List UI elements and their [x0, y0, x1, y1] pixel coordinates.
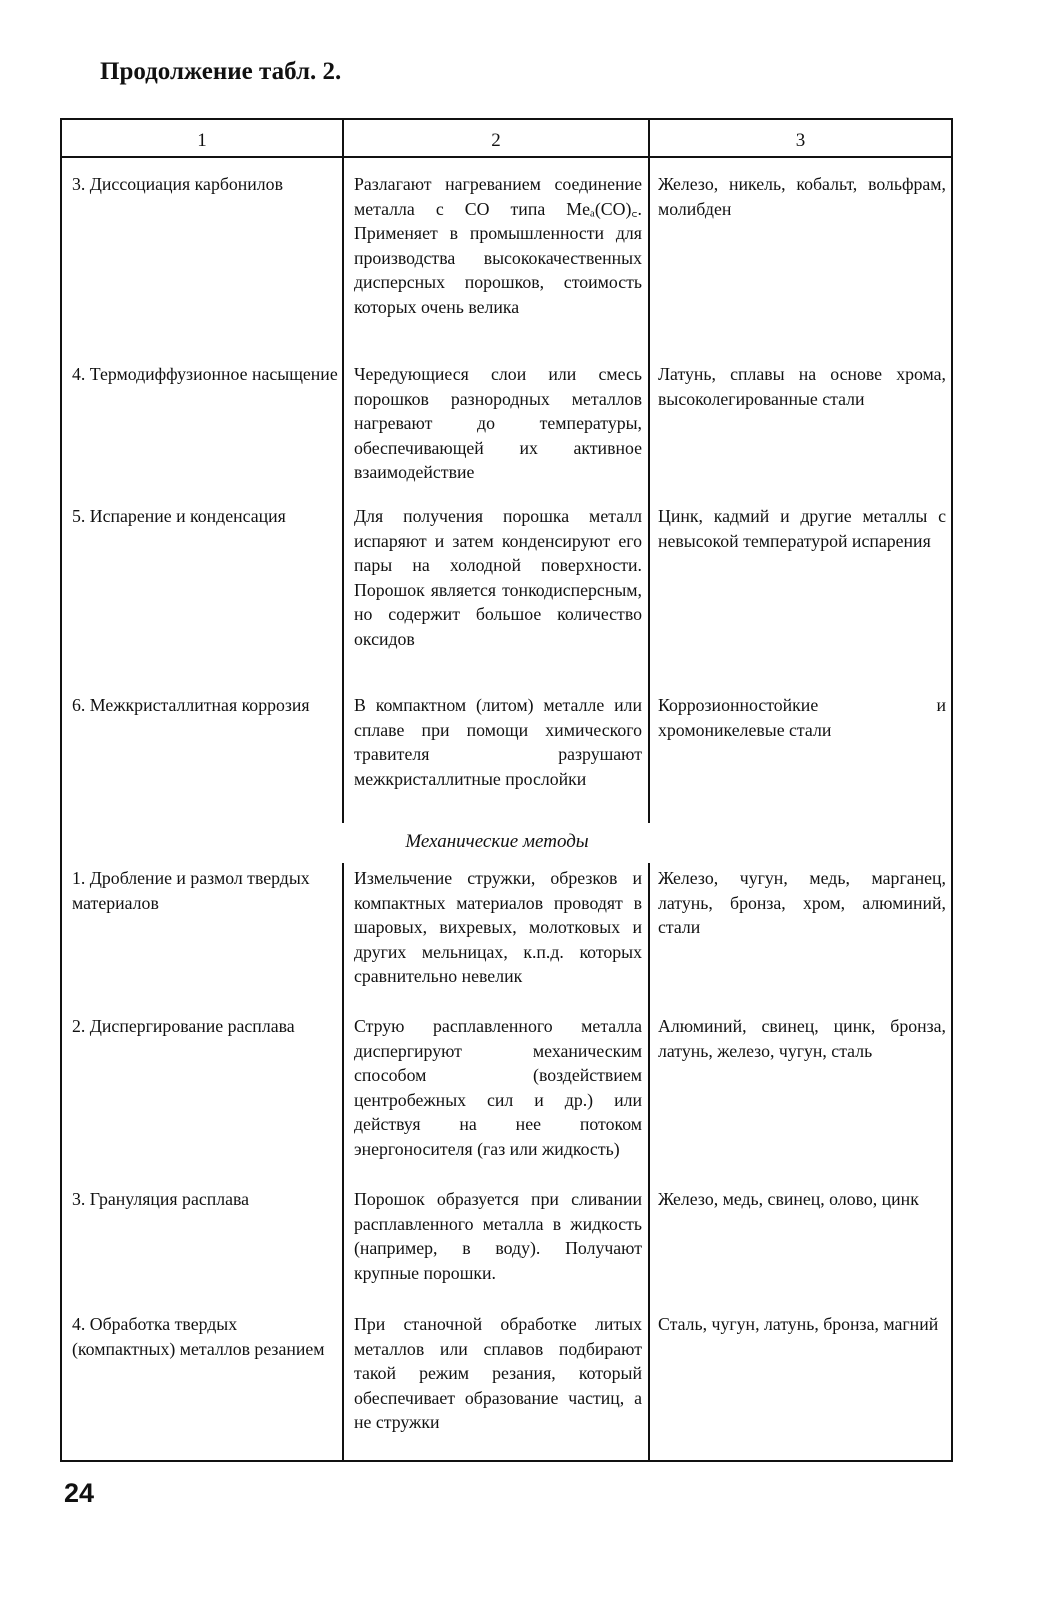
row-5-materials: Железо, чугун, медь, марганец, латунь, бронза, хром, алюминий, стали — [658, 868, 946, 938]
header-col-2: 2 — [491, 130, 501, 151]
row-2-method: 4. Термодиффузионное насыщение — [72, 364, 338, 384]
table-caption: Продолжение табл. 2. — [100, 58, 342, 85]
row-8-method: 4. Обработка твердых (компактных) металлов резанием — [72, 1314, 325, 1359]
row-1-materials: Железо, никель, кобальт, вольфрам, молибден — [658, 174, 946, 219]
col-divider-1-lower — [342, 863, 344, 1462]
col-divider-2 — [648, 120, 650, 823]
col-divider-2-lower — [648, 863, 650, 1462]
row-4-method: 6. Межкристаллитная коррозия — [72, 695, 310, 715]
row-5-method: 1. Дробление и размол твердых материалов — [72, 868, 310, 913]
row-4-description: В компактном (литом) металле или сплаве при помощи химического травителя разрушают межкристаллитные прослойки — [354, 695, 642, 789]
header-col-1: 1 — [197, 130, 207, 151]
row-2-materials: Латунь, сплавы на основе хрома, высоколегированные стали — [658, 364, 946, 409]
row-5-description: Измельчение стружки, обрезков и компактных материалов проводят в шаровых, вихревых, молотковых и других мельницах, к.п.д. которых сравнительно невелик — [354, 868, 642, 987]
row-7-description: Порошок образуется при сливании расплавленного металла в жидкость (например, в воду). Получают крупные порошки. — [354, 1189, 642, 1283]
row-8-description: При станочной обработке литых металлов или сплавов подбирают такой режим резания, который обеспечивает образование частиц, а не стружки — [354, 1314, 642, 1433]
row-1-method: 3. Диссоциация карбонилов — [72, 174, 283, 194]
row-8-materials: Сталь, чугун, латунь, бронза, магний — [658, 1314, 939, 1334]
row-3-materials: Цинк, кадмий и другие металлы с невысокой температурой испарения — [658, 506, 946, 551]
row-2-description: Чередующиеся слои или смесь порошков разнородных металлов нагревают до температуры, обеспечивающей их активное взаимодействие — [354, 364, 642, 483]
row-4-materials: Коррозионностойкие и хромоникелевые стали — [658, 695, 946, 740]
row-6-method: 2. Диспергирование расплава — [72, 1016, 295, 1036]
row-3-description: Для получения порошка металл испаряют и затем конденсируют его пары на холодной поверхности. Порошок является тонкодисперсным, но содержит большое количество оксидов — [354, 506, 642, 649]
row-6-description: Струю расплавленного металла диспергируют механическим способом (воздействием центробежных сил и др.) или действуя на нее потоком энергоносителя (газ или жидкость) — [354, 1016, 642, 1159]
row-6-materials: Алюминий, свинец, цинк, бронза, латунь, железо, чугун, сталь — [658, 1016, 946, 1061]
row-7-method: 3. Грануляция расплава — [72, 1189, 250, 1209]
methods-table — [60, 118, 953, 1462]
row-7-materials: Железо, медь, свинец, олово, цинк — [658, 1189, 919, 1209]
header-divider — [62, 156, 951, 158]
row-1-description: Разлагают нагреванием соединение металла с СО типа Meₐ(CO)꜀. Применяет в промышленности для производства высококачественных дисперсных порошков, стоимость которых очень велика — [354, 174, 642, 317]
row-3-method: 5. Испарение и конденсация — [72, 506, 286, 526]
header-col-3: 3 — [795, 130, 806, 151]
col-divider-1 — [342, 120, 344, 823]
page-number: 24 — [64, 1478, 95, 1508]
section-title: Механические методы — [405, 831, 589, 852]
